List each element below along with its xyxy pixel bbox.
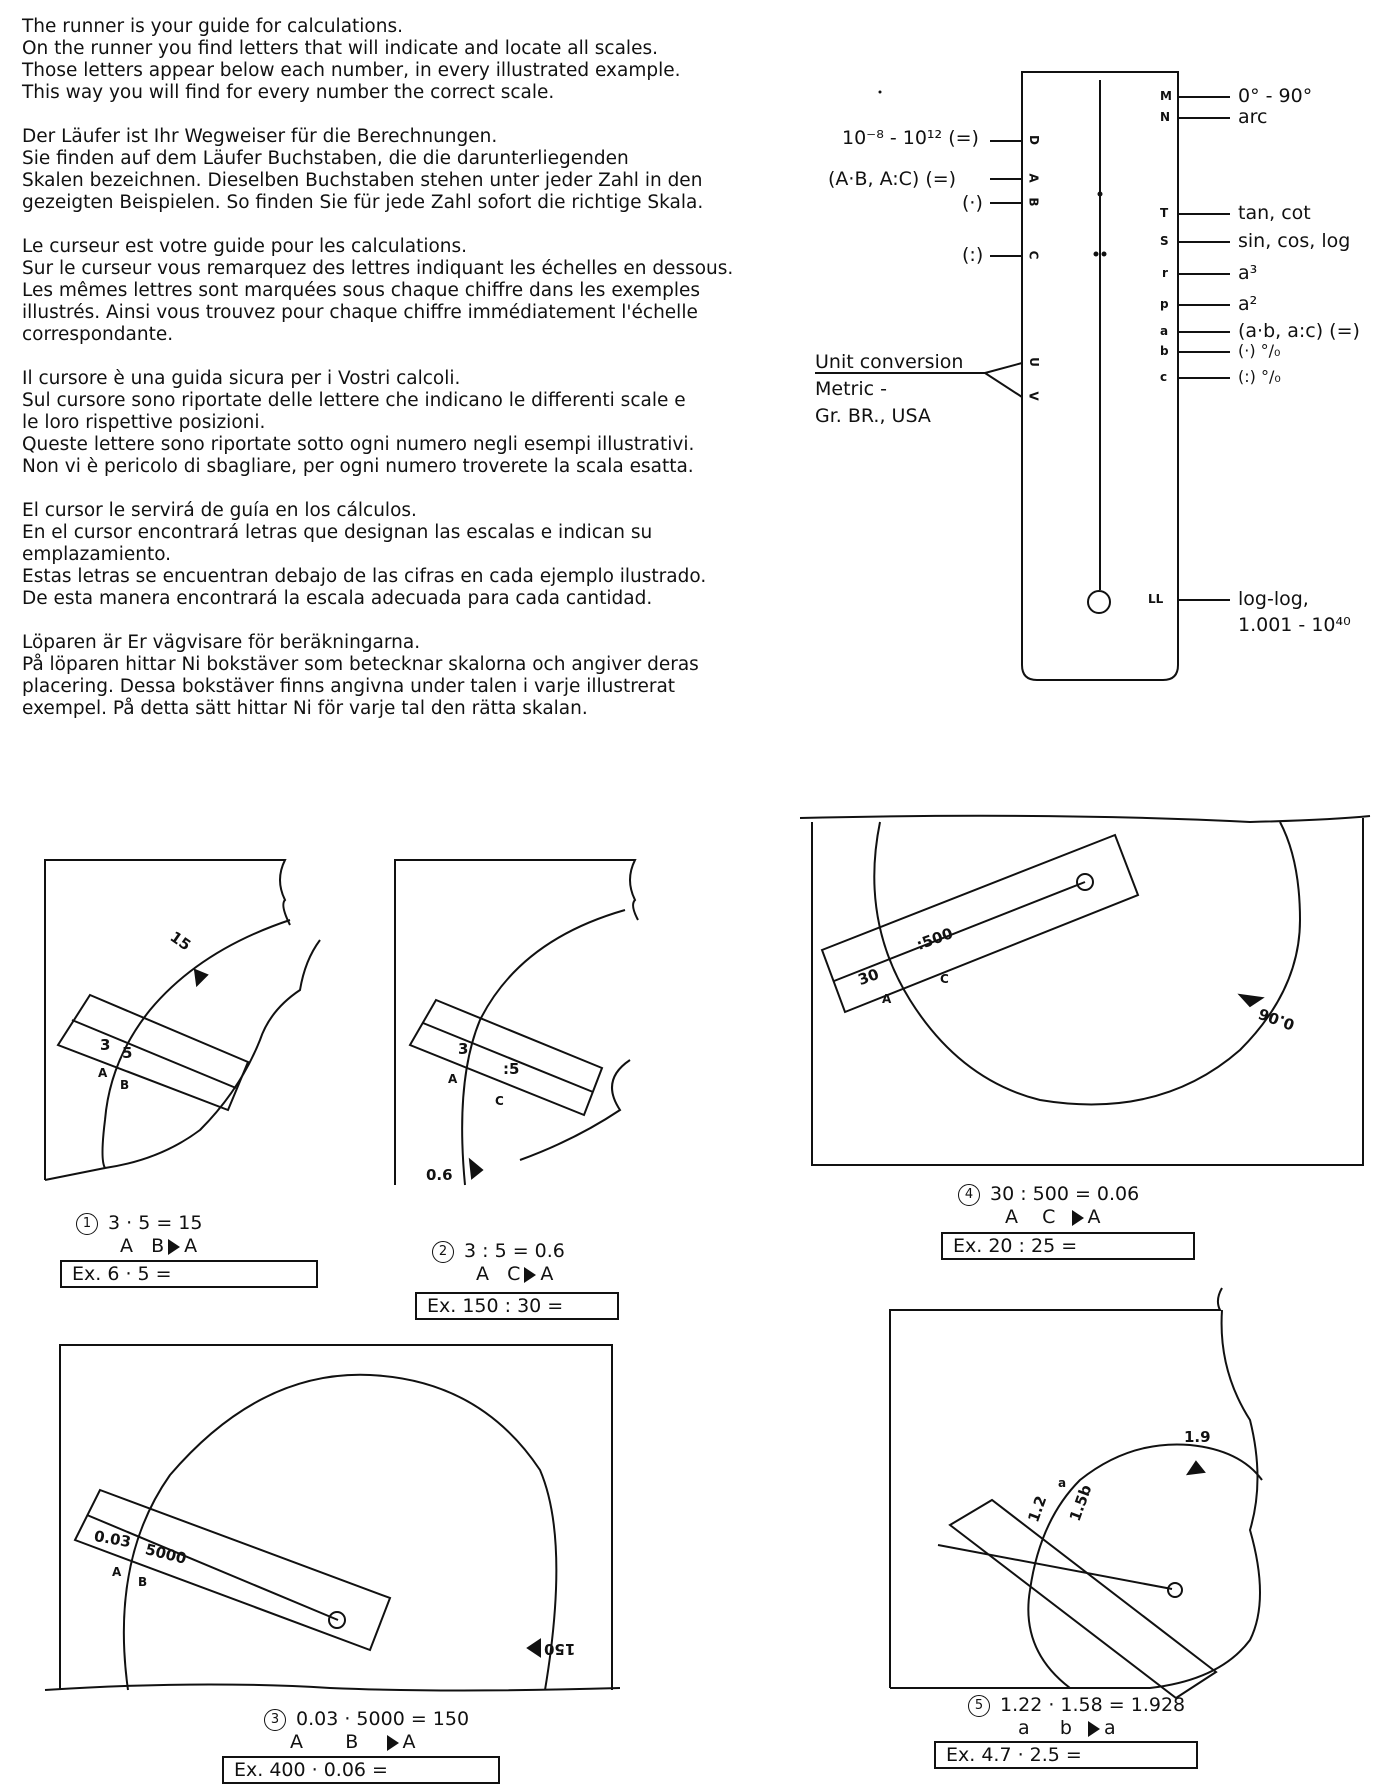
- text-line: illustrés. Ainsi vous trouvez pour chaque chiffre immédiatement l'échelle: [22, 302, 698, 323]
- metric-label: Metric -: [815, 378, 887, 400]
- text-line: Those letters appear below each number, in every illustrated example.: [22, 60, 681, 81]
- ex4-letter2: C: [940, 972, 949, 986]
- text-line: El cursor le servirá de guía en los cálculos.: [22, 500, 417, 521]
- ex4-result-mark: 0.06: [1256, 1004, 1297, 1034]
- text-line: The runner is your guide for calculations.: [22, 16, 403, 37]
- ex5-letters: [1018, 1717, 1116, 1739]
- ex3-letters: [290, 1731, 416, 1753]
- runner-letter-t: T: [1160, 206, 1169, 220]
- scale-c-small-label: (:) °/₀: [1238, 367, 1281, 386]
- text-line: placering. Dessa bokstäver finns angivna under talen i varje illustrerat: [22, 676, 676, 697]
- runner-letter-a-small: a: [1160, 324, 1169, 338]
- equation-text: 0.03 · 5000 = 150: [296, 1708, 470, 1730]
- ex5-val1: 1.2: [1024, 1493, 1051, 1525]
- text-line: Non vi è pericolo di sbagliare, per ogni numero troverete la scala esatta.: [22, 456, 694, 477]
- ex2-equation: [432, 1240, 565, 1263]
- text-line: En el cursor encontrará letras que designan las escalas e indican su: [22, 522, 653, 543]
- ex5-letter1: a: [1058, 1476, 1067, 1490]
- runner-letter-ll: LL: [1148, 592, 1164, 606]
- text-line: This way you will find for every number the correct scale.: [22, 82, 555, 103]
- ex2-val2: :5: [503, 1060, 520, 1078]
- text-line: Il cursore è una guida sicura per i Vostri calcoli.: [22, 368, 461, 389]
- ex5-result-mark: 1.9: [1184, 1428, 1211, 1446]
- example-4-figure: [800, 816, 1370, 1165]
- scale-b-small-label: (·) °/₀: [1238, 341, 1281, 360]
- letter: a: [1018, 1717, 1030, 1739]
- text-line: correspondante.: [22, 324, 174, 345]
- example-1-figure: [45, 860, 320, 1180]
- ex1-letter1: A: [98, 1066, 108, 1080]
- ex2-letters: [476, 1263, 553, 1285]
- text-line: De esta manera encontrará la escala adecuada para cada cantidad.: [22, 588, 653, 609]
- scale-ll-range: 1.001 - 10⁴⁰: [1238, 614, 1351, 636]
- ex4-letter1: A: [882, 992, 892, 1006]
- ex1-letter2: B: [120, 1078, 130, 1092]
- ex4-val1: 30: [855, 964, 882, 990]
- example-3-figure: [45, 1345, 620, 1691]
- example-2-figure: [395, 860, 638, 1185]
- equation-text: 1.22 · 1.58 = 1.928: [1000, 1694, 1186, 1716]
- ex2-exercise: Ex. 150 : 30 =: [415, 1292, 619, 1320]
- letter: C: [507, 1263, 521, 1285]
- equation-text: 30 : 500 = 0.06: [990, 1183, 1140, 1205]
- scale-s-label: sin, cos, log: [1238, 230, 1351, 252]
- unit-conversion-label: Unit conversion: [815, 351, 964, 373]
- text-line: Skalen bezeichnen. Dieselben Buchstaben stehen unter jeder Zahl in den: [22, 170, 703, 191]
- letter: A: [476, 1263, 489, 1285]
- text-line: Sie finden auf dem Läufer Buchstaben, die die darunterliegenden: [22, 148, 629, 169]
- scale-n-label: arc: [1238, 106, 1268, 128]
- arrow-icon: [1072, 1210, 1084, 1226]
- letter: A: [290, 1731, 303, 1753]
- scale-a-label: (a·b, a:c) (=): [1238, 320, 1360, 342]
- ex4-letters: [1005, 1206, 1101, 1228]
- ex5-equation: [968, 1694, 1185, 1717]
- text-line: Estas letras se encuentran debajo de las cifras en cada ejemplo ilustrado.: [22, 566, 707, 587]
- runner-letter-b: B: [1026, 197, 1041, 207]
- gbr-usa-label: Gr. BR., USA: [815, 405, 931, 427]
- letter: A: [184, 1235, 198, 1257]
- arrow-icon: [387, 1735, 399, 1751]
- scale-b-label: (·): [962, 192, 983, 214]
- text-line: Der Läufer ist Ihr Wegweiser für die Berechnungen.: [22, 126, 498, 147]
- letter: A: [120, 1235, 133, 1257]
- ex4-val2: :500: [914, 924, 956, 954]
- letter: B: [345, 1731, 359, 1753]
- scale-m-label: 0° - 90°: [1238, 85, 1313, 107]
- runner-letter-m: M: [1160, 89, 1172, 103]
- text-line: Sul cursore sono riportate delle lettere che indicano le differenti scale e: [22, 390, 686, 411]
- runner-letter-c-small: c: [1160, 370, 1168, 384]
- letter: A: [1087, 1206, 1101, 1228]
- equation-text: 3 : 5 = 0.6: [464, 1240, 565, 1262]
- scale-r-label: a³: [1238, 262, 1258, 284]
- scale-t-label: tan, cot: [1238, 202, 1311, 224]
- ex1-val2: 5: [122, 1044, 133, 1062]
- circled-number: 4: [958, 1184, 980, 1206]
- ex5-exercise: Ex. 4.7 · 2.5 =: [934, 1741, 1198, 1769]
- ex3-exercise: Ex. 400 · 0.06 =: [222, 1756, 500, 1784]
- text-line: le loro rispettive posizioni.: [22, 412, 266, 433]
- ex1-exercise: Ex. 6 · 5 =: [60, 1260, 318, 1288]
- runner-letter-v: V: [1026, 391, 1041, 401]
- ex1-equation: [76, 1212, 202, 1235]
- circled-number: 3: [264, 1709, 286, 1731]
- runner-letter-b-small: b: [1160, 344, 1169, 358]
- letter: a: [1104, 1717, 1116, 1739]
- ex1-val1: 3: [100, 1036, 111, 1054]
- text-line: emplazamiento.: [22, 544, 172, 565]
- runner-letter-p: p: [1160, 297, 1169, 311]
- equation-text: 3 · 5 = 15: [108, 1212, 203, 1234]
- ex1-letters: [120, 1235, 197, 1257]
- ex2-letter1: A: [448, 1072, 458, 1086]
- ex5-val2: 1.5b: [1065, 1482, 1096, 1524]
- circled-number: 5: [968, 1695, 990, 1717]
- text-line: Sur le curseur vous remarquez des lettres indiquant les échelles en dessous.: [22, 258, 734, 279]
- ex3-val2: 5000: [143, 1540, 189, 1568]
- arrow-icon: [168, 1239, 180, 1255]
- ex4-exercise: Ex. 20 : 25 =: [941, 1232, 1195, 1260]
- runner-letter-a: A: [1026, 173, 1041, 183]
- ex3-letter2: B: [138, 1575, 148, 1589]
- scale-d-label: 10⁻⁸ - 10¹² (=): [842, 127, 979, 149]
- arrow-icon: [524, 1267, 536, 1283]
- letter: b: [1059, 1717, 1072, 1739]
- letter: A: [1005, 1206, 1018, 1228]
- text-line: gezeigten Beispielen. So finden Sie für jede Zahl sofort die richtige Skala.: [22, 192, 704, 213]
- text-line: On the runner you find letters that will indicate and locate all scales.: [22, 38, 658, 59]
- ex3-letter1: A: [112, 1565, 122, 1579]
- ex3-equation: [264, 1708, 469, 1731]
- runner-letter-d: D: [1026, 135, 1041, 145]
- ex2-result-mark: 0.6: [426, 1166, 453, 1184]
- letter: A: [402, 1731, 416, 1753]
- runner-letter-r: r: [1162, 266, 1168, 280]
- circled-number: 2: [432, 1241, 454, 1263]
- scale-c-label: (:): [962, 244, 984, 266]
- runner-letter-n: N: [1160, 110, 1171, 124]
- scale-ab-label: (A·B, A:C) (=): [828, 168, 957, 190]
- ex3-result-mark: 150: [544, 1640, 576, 1658]
- runner-letter-s: S: [1160, 234, 1169, 248]
- ex3-val1: 0.03: [92, 1526, 133, 1552]
- arrow-icon: [1088, 1721, 1100, 1737]
- text-line: exempel. På detta sätt hittar Ni för varje tal den rätta skalan.: [22, 698, 588, 719]
- letter: B: [151, 1235, 165, 1257]
- letter: A: [540, 1263, 554, 1285]
- ex2-val1: 3: [458, 1040, 469, 1058]
- runner-letter-u: U: [1026, 357, 1041, 367]
- text-line: På löparen hittar Ni bokstäver som betecknar skalorna och angiver deras: [22, 654, 699, 675]
- scale-ll-label: log-log,: [1238, 588, 1309, 610]
- text-line: Le curseur est votre guide pour les calculations.: [22, 236, 468, 257]
- ex4-equation: [958, 1183, 1139, 1206]
- ex1-result-mark: 15: [166, 927, 195, 955]
- text-line: Les mêmes lettres sont marquées sous chaque chiffre dans les exemples: [22, 280, 701, 301]
- ex2-letter2: C: [495, 1094, 504, 1108]
- text-line: Queste lettere sono riportate sotto ogni numero negli esempi illustrativi.: [22, 434, 695, 455]
- text-line: Löparen är Er vägvisare för beräkningarna.: [22, 632, 421, 653]
- scale-p-label: a²: [1238, 293, 1258, 315]
- runner-letter-c: C: [1026, 250, 1041, 260]
- letter: C: [1042, 1206, 1056, 1228]
- circled-number: 1: [76, 1213, 98, 1235]
